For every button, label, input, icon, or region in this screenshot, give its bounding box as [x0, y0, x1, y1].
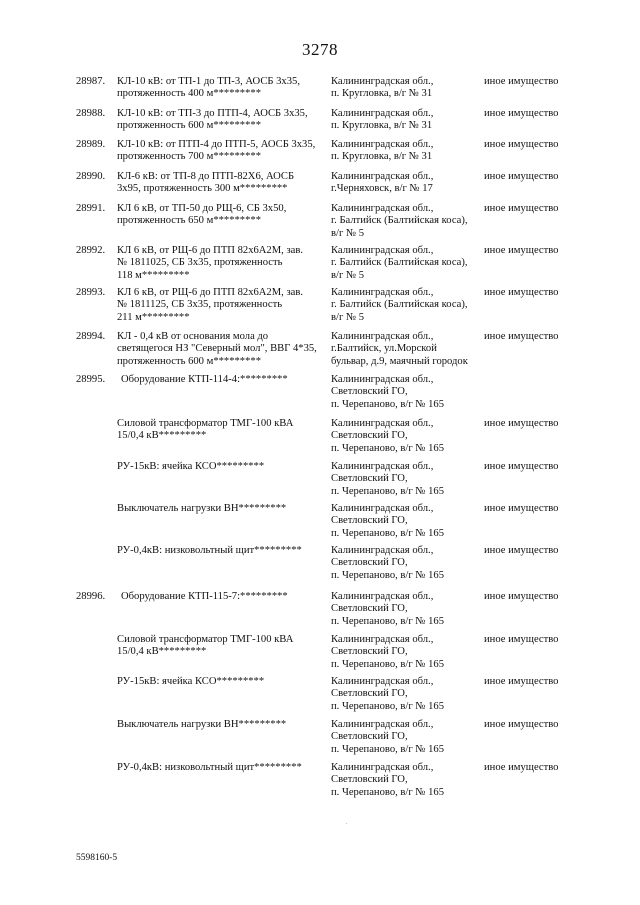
- description-line: Оборудование КТП-114-4:*********: [121, 374, 288, 385]
- entry-description: [117, 762, 325, 774]
- description-line: КЛ-10 кВ: от ТП-1 до ТП-3, АОСБ 3х35,: [117, 76, 300, 87]
- entry-description: [117, 634, 325, 659]
- entry-location: [331, 461, 476, 498]
- location-line: п. Черепаново, в/г № 165: [331, 700, 444, 712]
- description-line: Силовой трансформатор ТМГ-100 кВА: [117, 418, 294, 429]
- location-line: Калининградская обл.,: [331, 287, 434, 298]
- description-line: № 1811125, СБ 3х35, протяженность: [117, 299, 283, 311]
- description-line: КЛ 6 кВ, от ТП-50 до РЩ-6, СБ 3х50,: [117, 203, 287, 214]
- entry-description: [117, 76, 325, 101]
- location-line: в/г № 5: [331, 311, 364, 323]
- description-line: КЛ-6 кВ: от ТП-8 до ПТП-82Х6, АОСБ: [117, 171, 295, 182]
- description-line: КЛ 6 кВ, от РЩ-6 до ПТП 82х6А2М, зав.: [117, 245, 303, 256]
- description-line: Силовой трансформатор ТМГ-100 кВА: [117, 634, 294, 645]
- location-line: Калининградская обл.,: [331, 139, 434, 150]
- location-line: п. Кругловка, в/г № 31: [331, 88, 433, 100]
- entry-property-type: иное имущество: [484, 171, 559, 182]
- description-line: Выключатель нагрузки ВН*********: [117, 719, 287, 730]
- location-line: п. Черепаново, в/г № 165: [331, 398, 444, 410]
- entry-property-type: иное имущество: [484, 545, 559, 556]
- stray-mark: .: [346, 820, 348, 826]
- description-line: 3х95, протяженность 300 м*********: [117, 183, 288, 195]
- entry-location: [331, 76, 476, 101]
- location-line: Калининградская обл.,: [331, 331, 434, 342]
- description-line: РУ-15кВ: ячейка КСО*********: [117, 676, 265, 687]
- location-line: Калининградская обл.,: [331, 108, 434, 119]
- location-line: Калининградская обл.,: [331, 76, 434, 87]
- description-line: № 1811025, СБ 3х35, протяженность: [117, 257, 283, 269]
- location-line: п. Черепаново, в/г № 165: [331, 569, 444, 581]
- entry-location: [331, 418, 476, 455]
- entry-description: [121, 374, 329, 386]
- entry-location: [331, 331, 476, 368]
- entry-property-type: иное имущество: [484, 461, 559, 472]
- location-line: Светловский ГО,: [331, 386, 408, 398]
- entry-location: [331, 203, 476, 240]
- location-line: Калининградская обл.,: [331, 203, 434, 214]
- description-line: протяженность 600 м*********: [117, 355, 261, 367]
- location-line: Калининградская обл.,: [331, 545, 434, 556]
- entry-description: [117, 108, 325, 133]
- entry-description: [117, 245, 325, 282]
- entry-property-type: иное имущество: [484, 634, 559, 645]
- description-line: 118 м*********: [117, 269, 190, 281]
- entry-property-type: иное имущество: [484, 719, 559, 730]
- location-line: Светловский ГО,: [331, 731, 408, 743]
- location-line: Светловский ГО,: [331, 557, 408, 569]
- description-line: 15/0,4 кВ*********: [117, 646, 207, 658]
- entry-property-type: иное имущество: [484, 676, 559, 687]
- location-line: в/г № 5: [331, 227, 364, 239]
- location-line: г. Балтийск (Балтийская коса),: [331, 215, 468, 227]
- entry-location: [331, 591, 476, 628]
- location-line: Калининградская обл.,: [331, 461, 434, 472]
- location-line: бульвар, д.9, маячный городок: [331, 355, 468, 367]
- description-line: РУ-0,4кВ: низковольтный щит*********: [117, 762, 302, 773]
- location-line: Калининградская обл.,: [331, 171, 434, 182]
- description-line: РУ-0,4кВ: низковольтный щит*********: [117, 545, 302, 556]
- entry-number: 28993.: [76, 287, 106, 298]
- location-line: Калининградская обл.,: [331, 634, 434, 645]
- entry-location: [331, 676, 476, 713]
- description-line: КЛ-10 кВ: от ТП-3 до ПТП-4, АОСБ 3х35,: [117, 108, 308, 119]
- entry-location: [331, 108, 476, 133]
- entry-description: [117, 676, 325, 688]
- location-line: п. Черепаново, в/г № 165: [331, 786, 444, 798]
- location-line: в/г № 5: [331, 269, 364, 281]
- location-line: п. Черепаново, в/г № 165: [331, 743, 444, 755]
- entry-number: 28992.: [76, 245, 106, 256]
- entry-number: 28996.: [76, 591, 106, 602]
- entry-number: 28995.: [76, 374, 106, 385]
- location-line: Светловский ГО,: [331, 473, 408, 485]
- entry-property-type: иное имущество: [484, 418, 559, 429]
- location-line: Светловский ГО,: [331, 646, 408, 658]
- entry-number: 28988.: [76, 108, 106, 119]
- entry-property-type: иное имущество: [484, 762, 559, 773]
- entry-property-type: иное имущество: [484, 591, 559, 602]
- entry-description: [117, 503, 325, 515]
- location-line: п. Черепаново, в/г № 165: [331, 615, 444, 627]
- location-line: п. Кругловка, в/г № 31: [331, 151, 433, 163]
- location-line: п. Кругловка, в/г № 31: [331, 120, 433, 132]
- entry-description: [117, 139, 325, 164]
- location-line: Калининградская обл.,: [331, 503, 434, 514]
- entry-description: [117, 719, 325, 731]
- entry-location: [331, 545, 476, 582]
- location-line: Калининградская обл.,: [331, 676, 434, 687]
- location-line: Светловский ГО,: [331, 430, 408, 442]
- location-line: п. Черепаново, в/г № 165: [331, 527, 444, 539]
- entry-number: 28991.: [76, 203, 106, 214]
- entry-property-type: иное имущество: [484, 108, 559, 119]
- entry-property-type: иное имущество: [484, 287, 559, 298]
- entry-number: 28994.: [76, 331, 106, 342]
- location-line: Калининградская обл.,: [331, 591, 434, 602]
- description-line: КЛ - 0,4 кВ от основания мола до: [117, 331, 269, 342]
- entry-location: [331, 719, 476, 756]
- entry-description: [117, 545, 325, 557]
- entry-location: [331, 634, 476, 671]
- location-line: Светловский ГО,: [331, 688, 408, 700]
- entry-location: [331, 503, 476, 540]
- location-line: п. Черепаново, в/г № 165: [331, 442, 444, 454]
- description-line: протяженность 650 м*********: [117, 215, 261, 227]
- location-line: Светловский ГО,: [331, 774, 408, 786]
- description-line: светящегося НЗ "Северный мол", ВВГ 4*35,: [117, 343, 317, 355]
- location-line: Калининградская обл.,: [331, 245, 434, 256]
- entry-description: [121, 591, 329, 603]
- location-line: Светловский ГО,: [331, 603, 408, 615]
- location-line: п. Черепаново, в/г № 165: [331, 485, 444, 497]
- description-line: протяженность 600 м*********: [117, 120, 261, 132]
- description-line: 15/0,4 кВ*********: [117, 430, 207, 442]
- location-line: г.Черняховск, в/г № 17: [331, 183, 433, 195]
- entry-location: [331, 287, 476, 324]
- footer-document-code: 5598160-5: [76, 853, 118, 863]
- location-line: п. Черепаново, в/г № 165: [331, 658, 444, 670]
- entry-property-type: иное имущество: [484, 76, 559, 87]
- entry-number: 28990.: [76, 171, 106, 182]
- entry-description: [117, 203, 325, 228]
- entry-location: [331, 762, 476, 799]
- location-line: Калининградская обл.,: [331, 374, 434, 385]
- description-line: 211 м*********: [117, 311, 190, 323]
- entry-property-type: иное имущество: [484, 139, 559, 150]
- description-line: Выключатель нагрузки ВН*********: [117, 503, 287, 514]
- description-line: КЛ 6 кВ, от РЩ-6 до ПТП 82х6А2М, зав.: [117, 287, 303, 298]
- entry-number: 28989.: [76, 139, 106, 150]
- entry-property-type: иное имущество: [484, 245, 559, 256]
- entry-description: [117, 418, 325, 443]
- description-line: протяженность 400 м*********: [117, 88, 261, 100]
- page-number: 3278: [302, 40, 338, 59]
- entry-number: 28987.: [76, 76, 106, 87]
- entry-location: [331, 171, 476, 196]
- location-line: г. Балтийск (Балтийская коса),: [331, 299, 468, 311]
- description-line: КЛ-10 кВ: от ПТП-4 до ПТП-5, АОСБ 3х35,: [117, 139, 316, 150]
- entry-property-type: иное имущество: [484, 331, 559, 342]
- entry-description: [117, 287, 325, 324]
- location-line: г. Балтийск (Балтийская коса),: [331, 257, 468, 269]
- description-line: РУ-15кВ: ячейка КСО*********: [117, 461, 265, 472]
- entry-description: [117, 461, 325, 473]
- entry-description: [117, 171, 325, 196]
- location-line: г.Балтийск, ул.Морской: [331, 343, 437, 355]
- entry-location: [331, 374, 476, 411]
- entry-description: [117, 331, 325, 368]
- location-line: Калининградская обл.,: [331, 719, 434, 730]
- description-line: протяженность 700 м*********: [117, 151, 261, 163]
- entry-property-type: иное имущество: [484, 503, 559, 514]
- location-line: Калининградская обл.,: [331, 762, 434, 773]
- description-line: Оборудование КТП-115-7:*********: [121, 591, 288, 602]
- location-line: Светловский ГО,: [331, 515, 408, 527]
- entry-location: [331, 245, 476, 282]
- entry-property-type: иное имущество: [484, 203, 559, 214]
- location-line: Калининградская обл.,: [331, 418, 434, 429]
- entry-location: [331, 139, 476, 164]
